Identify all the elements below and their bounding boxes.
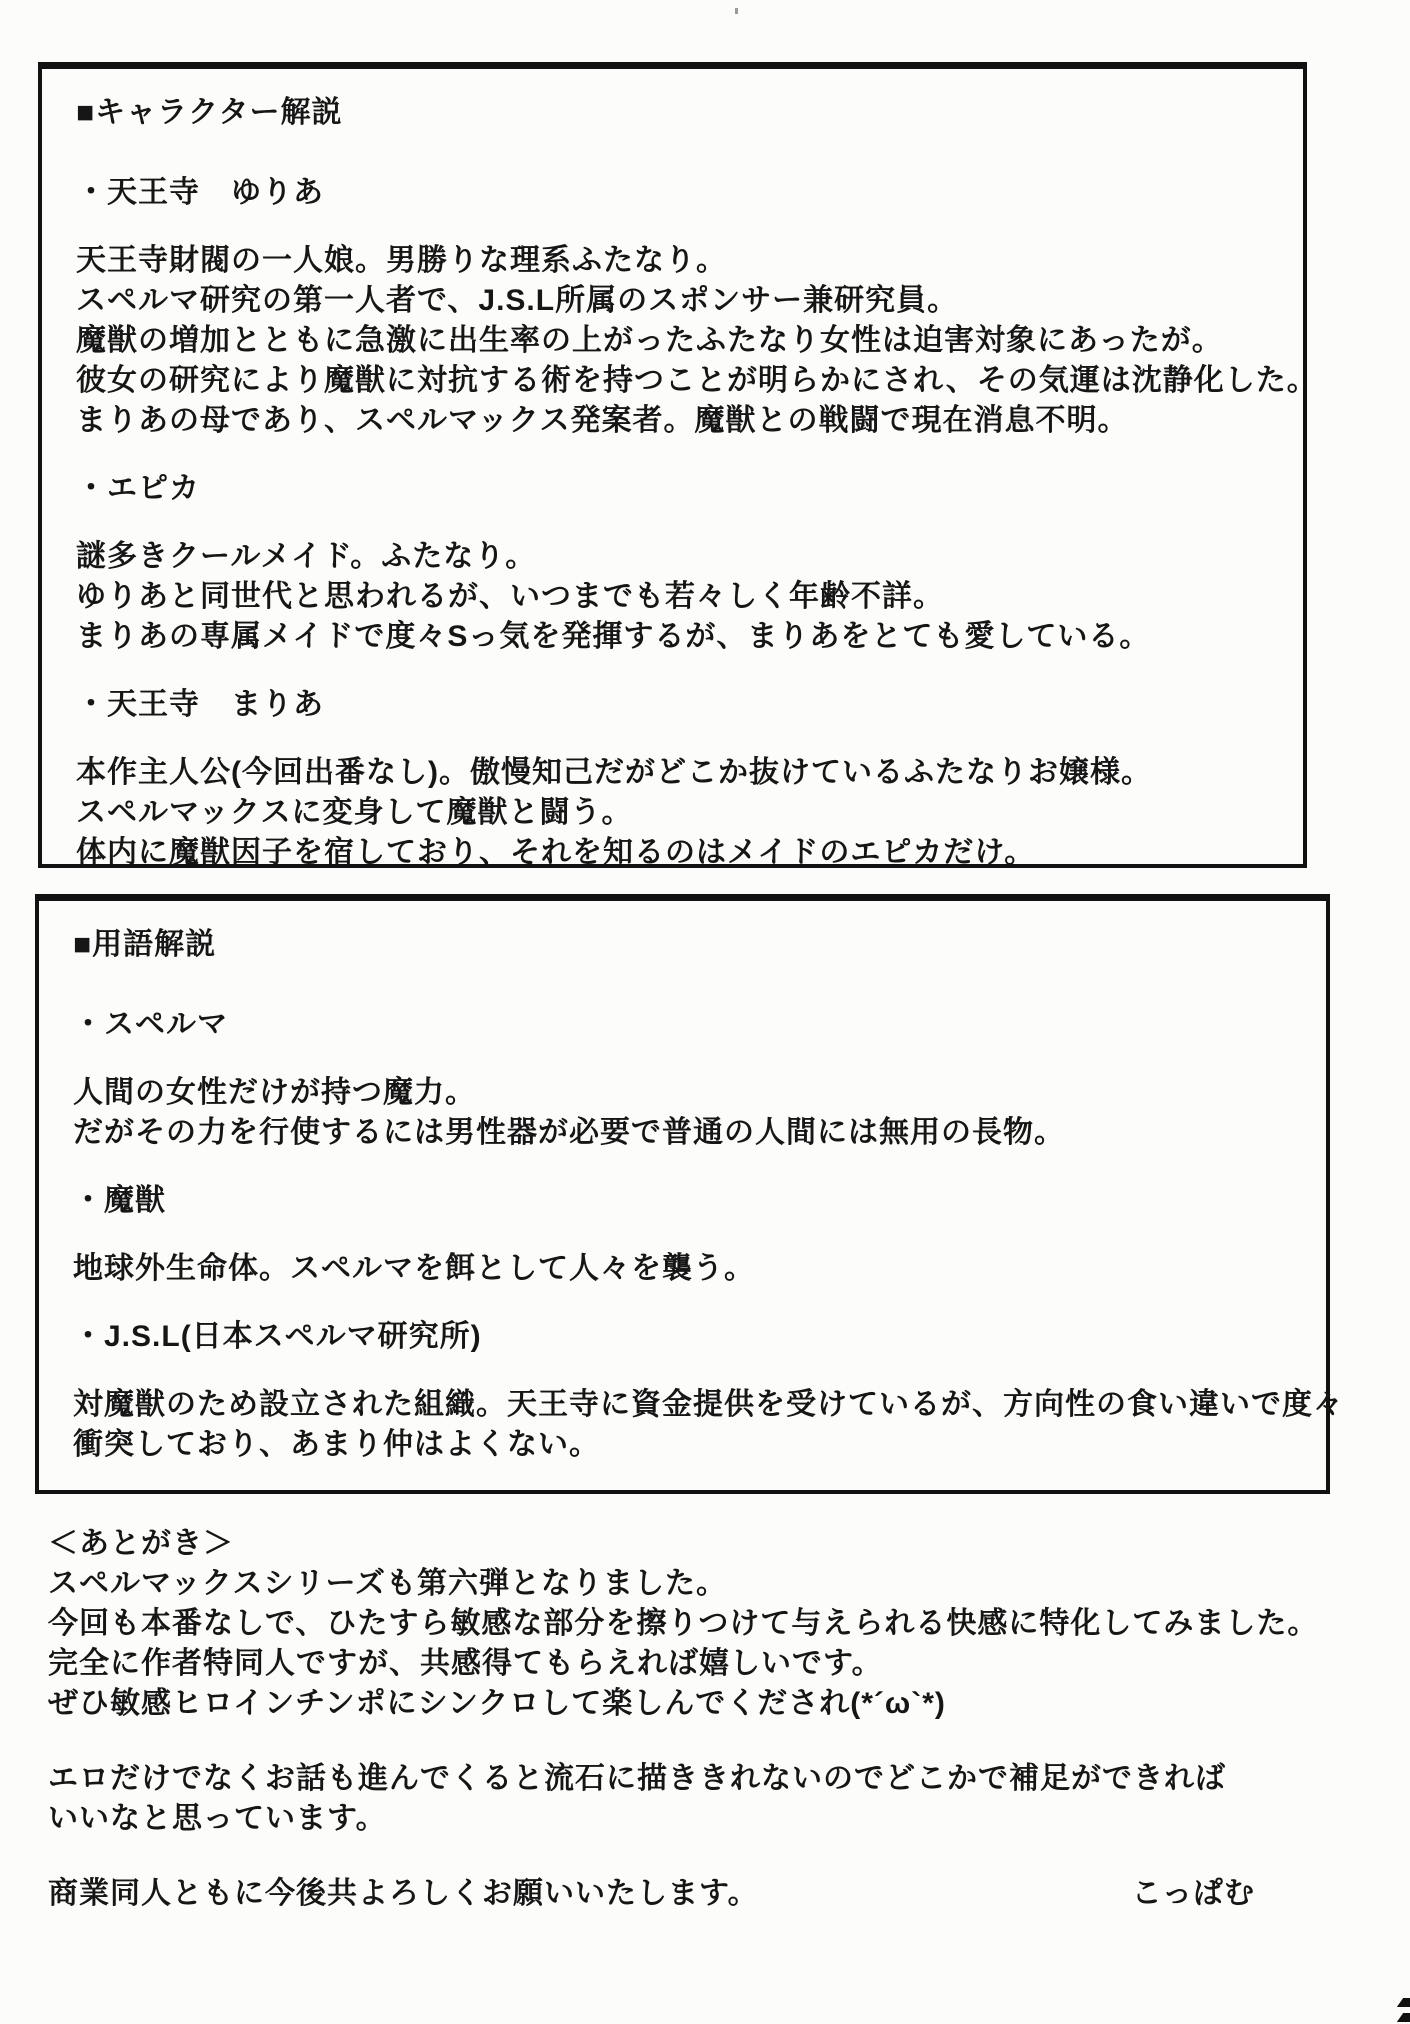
glossary-box	[35, 894, 1344, 1494]
page-corner-mark	[1398, 1998, 1410, 2024]
definition-line: 対魔獣のため設立された組織。天王寺に資金提供を受けているが、方向性の食い違いで度々	[73, 1388, 1344, 1421]
definition-line: 人間の女性だけが持つ魔力。	[73, 1076, 476, 1109]
description-line: 本作主人公(今回出番なし)。傲慢知己だがどこか抜けているふたなりお嬢様。	[76, 756, 1152, 789]
afterword-section	[48, 1524, 1319, 1914]
definition-line: 地球外生命体。スペルマを餌として人々を襲う。	[73, 1252, 755, 1285]
character-name: ・天王寺 ゆりあ	[76, 176, 324, 209]
glossary-box-title: ■用語解説	[73, 928, 217, 961]
description-line: まりあの専属メイドで度々Sっ気を発揮するが、まりあをとても愛している。	[76, 620, 1151, 653]
character-entry-yuria	[76, 173, 1318, 441]
character-explanation-box	[38, 62, 1318, 869]
glossary-entry-jsl	[73, 1317, 1344, 1465]
description-line: スペルマックスに変身して魔獣と闘う。	[76, 796, 633, 829]
afterword-paragraph-2	[48, 1759, 1310, 1839]
character-description	[76, 537, 1283, 657]
description-line: 体内に魔獣因子を宿しており、それを知るのはメイドのエピカだけ。	[76, 836, 1036, 869]
glossary-term: ・魔獣	[73, 1184, 166, 1217]
afterword-closing-row	[48, 1874, 1310, 1914]
description-line: 彼女の研究により魔獣に対抗する術を持つことが明らかにされ、その気運は沈静化した。	[76, 364, 1318, 397]
description-line: 謎多きクールメイド。ふたなり。	[76, 540, 537, 573]
glossary-term: ・J.S.L(日本スペルマ研究所)	[73, 1320, 482, 1353]
character-description	[76, 753, 1283, 873]
afterword-line: いいなと思っています。	[48, 1802, 387, 1835]
glossary-entry-sperma	[73, 1005, 1306, 1153]
character-description	[76, 241, 1318, 441]
description-line: スペルマ研究の第一人者で、J.S.L所属のスポンサー兼研究員。	[76, 284, 959, 317]
glossary-definition	[73, 1073, 1306, 1153]
glossary-term: ・スペルマ	[73, 1008, 228, 1041]
glossary-definition	[73, 1385, 1344, 1465]
description-line: 魔獣の増加とともに急激に出生率の上がったふたなり女性は迫害対象にあったが。	[76, 324, 1223, 357]
afterword-line: スペルマックスシリーズも第六弾となりました。	[48, 1567, 727, 1600]
description-line: ゆりあと同世代と思われるが、いつまでも若々しく年齢不詳。	[76, 580, 944, 613]
definition-line: だがその力を行使するには男性器が必要で普通の人間には無用の長物。	[73, 1116, 1065, 1149]
closing-text: 商業同人ともに今後共よろしくお願いいたします。	[48, 1877, 759, 1910]
character-name: ・天王寺 まりあ	[76, 688, 324, 721]
character-entry-epika	[76, 469, 1283, 657]
afterword-line: 完全に作者特同人ですが、共感得てもらえれば嬉しいです。	[48, 1647, 883, 1680]
afterword-heading: ＜あとがき＞	[48, 1527, 234, 1560]
afterword-paragraph-1	[48, 1564, 1319, 1724]
glossary-entry-majuu	[73, 1181, 1306, 1289]
character-name: ・エピカ	[76, 472, 200, 505]
definition-line: 衝突しており、あまり仲はよくない。	[73, 1428, 600, 1461]
description-line: 天王寺財閥の一人娘。男勝りな理系ふたなり。	[76, 244, 727, 277]
afterword-line: エロだけでなくお話も進んでくると流石に描ききれないのでどこかで補足ができれば	[48, 1762, 1226, 1795]
afterword-line: ぜひ敏感ヒロインチンポにシンクロして楽しんでくだされ(*´ω`*)	[48, 1687, 946, 1720]
description-line: まりあの母であり、スペルマックス発案者。魔獣との戦闘で現在消息不明。	[76, 404, 1129, 437]
character-box-title: ■キャラクター解説	[76, 96, 343, 129]
glossary-definition	[73, 1249, 1306, 1289]
afterword-line: 今回も本番なしで、ひたすら敏感な部分を擦りつけて与えられる快感に特化してみました。	[48, 1607, 1319, 1640]
character-entry-maria	[76, 685, 1283, 873]
scan-speck	[735, 8, 738, 14]
author-signature: こっぱむ	[1131, 1877, 1255, 1910]
